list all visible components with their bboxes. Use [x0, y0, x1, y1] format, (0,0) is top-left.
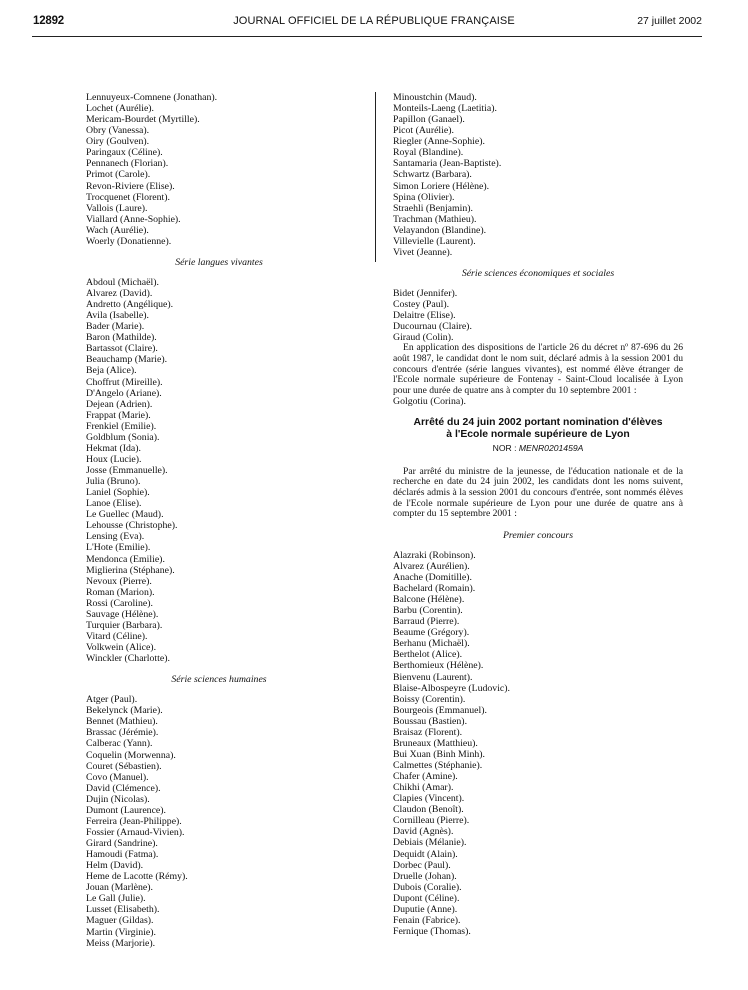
list-item: Roman (Marion).	[86, 586, 155, 598]
list-item: Andretto (Angélique).	[86, 299, 174, 311]
list-item: Bennet (Mathieu).	[86, 716, 158, 728]
list-item: Turquier (Barbara).	[86, 619, 163, 631]
list-item: Bader (Marie).	[86, 321, 145, 333]
list-item: Le Guellec (Maud).	[86, 509, 164, 521]
list-item: Bidet (Jennifer).	[393, 288, 458, 299]
list-item: Hamoudi (Fatma).	[86, 849, 159, 861]
decree-paragraph: En application des dispositions de l'article 26 du décret nº 87-696 du 26 août 1987, le candidat dont le nom suit, déclaré admis à la session 2001 du concours d'entrée (série langues vivantes), est nommé élève étranger de l'Ecole normale supérieure de Fontenay - Saint-Cloud localisée à Lyon pour une durée de quatre ans à compter du 10 septembre 2001 :	[393, 342, 683, 396]
foreign-student-name: Golgotiu (Corina).	[393, 396, 466, 408]
list-item: Chikhi (Amar).	[393, 782, 454, 794]
list-item: Fenain (Fabrice).	[393, 914, 461, 926]
header-date: 27 juillet 2002	[637, 15, 702, 27]
list-item: Maguer (Gildas).	[86, 915, 154, 927]
section-heading-sciences-humaines: Série sciences humaines	[171, 674, 267, 686]
list-item: Goldblum (Sonia).	[86, 431, 160, 443]
list-item: Dujin (Nicolas).	[86, 793, 150, 805]
list-item: Dejean (Adrien).	[86, 398, 153, 410]
journal-title: JOURNAL OFFICIEL DE LA RÉPUBLIQUE FRANÇAISE	[233, 15, 515, 27]
list-item: Lensing (Eva).	[86, 531, 145, 543]
list-item: Josse (Emmanuelle).	[86, 465, 168, 476]
list-item: D'Angelo (Ariane).	[86, 387, 162, 399]
list-item: Bekelynck (Marie).	[86, 705, 163, 717]
list-item: Anache (Domitille).	[393, 571, 472, 583]
name-list-top-right	[393, 92, 683, 258]
list-item: Heme de Lacotte (Rémy).	[86, 871, 188, 883]
list-item: Girard (Sandrine).	[86, 838, 158, 849]
list-item: Covo (Manuel).	[86, 771, 149, 783]
name-list-premier-concours	[393, 550, 683, 937]
list-item: Riegler (Anne-Sophie).	[393, 136, 485, 148]
column-divider	[375, 92, 376, 262]
list-item: Abdoul (Michaël).	[86, 276, 159, 288]
list-item: Royal (Blandine).	[393, 147, 464, 159]
list-item: Straehli (Benjamin).	[393, 202, 473, 214]
list-item: Obry (Vanessa).	[86, 125, 150, 137]
list-item: Berthomieux (Hélène).	[393, 660, 484, 672]
list-item: Villevielle (Laurent).	[393, 235, 476, 247]
list-item: Balcone (Hélène).	[393, 594, 465, 606]
list-item: Velayandon (Blandine).	[393, 224, 487, 236]
list-item: Boissy (Corentin).	[393, 693, 466, 705]
nor-code: MENR0201459A	[518, 442, 584, 453]
list-item: Paringaux (Céline).	[86, 147, 163, 159]
list-item: Lanoe (Elise).	[86, 498, 142, 510]
list-item: Beauchamp (Marie).	[86, 354, 168, 366]
list-item: Houx (Lucie).	[86, 453, 142, 465]
arrete-title-line-1: Arrêté du 24 juin 2002 portant nomination d'élèves	[413, 417, 663, 429]
list-item: Revon-Riviere (Elise).	[86, 180, 175, 192]
list-item: Chafer (Amine).	[393, 771, 458, 783]
list-item: Simon Loriere (Hélène).	[393, 180, 490, 192]
list-item: Berhanu (Michaël).	[393, 638, 470, 650]
list-item: Avila (Isabelle).	[86, 310, 149, 322]
list-item: Minoustchin (Maud).	[393, 92, 477, 103]
list-item: Giraud (Colin).	[393, 332, 454, 344]
list-item: Barbu (Corentin).	[393, 605, 463, 617]
list-item: Bienvenu (Laurent).	[393, 671, 473, 683]
list-item: Calmettes (Stéphanie).	[393, 760, 483, 772]
list-item: Dubois (Coralie).	[393, 881, 462, 893]
list-item: Bui Xuan (Binh Minh).	[393, 748, 485, 760]
page-number: 12892	[33, 15, 64, 27]
list-item: Alvarez (Aurélien).	[393, 560, 470, 572]
arrete-title-line-2: à l'Ecole normale supérieure de Lyon	[446, 428, 630, 440]
list-item: Volkwein (Alice).	[86, 642, 157, 653]
list-item: Jouan (Marlène).	[86, 882, 153, 894]
list-item: Clapies (Vincent).	[393, 793, 465, 805]
list-item: Brassac (Jérémie).	[86, 727, 159, 739]
list-item: Santamaria (Jean-Baptiste).	[393, 158, 502, 170]
list-item: Hekmat (Ida).	[86, 442, 141, 454]
name-list-sciences-humaines	[86, 694, 366, 948]
list-item: Choffrut (Mireille).	[86, 376, 163, 388]
page-header	[0, 12, 748, 32]
list-item: Mendonca (Emilie).	[86, 553, 165, 565]
list-item: Meiss (Marjorie).	[86, 937, 156, 949]
list-item: Druelle (Johan).	[393, 870, 457, 882]
list-item: Dorbec (Paul).	[393, 859, 451, 871]
nor-reference	[393, 443, 683, 454]
list-item: Beaume (Grégory).	[393, 627, 470, 639]
list-item: Nevoux (Pierre).	[86, 575, 152, 587]
list-item: Le Gall (Julie).	[86, 893, 146, 905]
list-item: Helm (David).	[86, 860, 144, 872]
list-item: Julia (Bruno).	[86, 476, 141, 488]
list-item: Fossier (Arnaud-Vivien).	[86, 826, 185, 838]
list-item: Vallois (Laure).	[86, 202, 148, 214]
list-item: Dequidt (Alain).	[393, 848, 458, 860]
left-column	[86, 92, 366, 949]
list-item: Lusset (Elisabeth).	[86, 904, 160, 916]
list-item: Viallard (Anne-Sophie).	[86, 213, 181, 225]
header-rule	[32, 36, 702, 37]
list-item: Costey (Paul).	[393, 299, 450, 311]
list-item: Alvarez (David).	[86, 288, 153, 299]
list-item: Schwartz (Barbara).	[393, 169, 472, 181]
list-item: Couret (Sébastien).	[86, 760, 162, 772]
name-list-langues-vivantes	[86, 277, 366, 664]
right-column	[393, 92, 683, 937]
list-item: Berthelot (Alice).	[393, 649, 463, 661]
list-item: Frappat (Marie).	[86, 409, 151, 421]
list-item: Miglierina (Stéphane).	[86, 564, 175, 576]
section-heading-premier-concours: Premier concours	[502, 529, 574, 541]
list-item: Trachman (Mathieu).	[393, 213, 477, 225]
list-item: Ferreira (Jean-Philippe).	[86, 815, 182, 827]
list-item: Claudon (Benoît).	[393, 804, 464, 816]
arrete-title	[393, 417, 683, 439]
list-item: Vitard (Céline).	[86, 630, 148, 642]
list-item: Monteils-Laeng (Laetitia).	[393, 103, 497, 115]
list-item: Alazraki (Robinson).	[393, 549, 476, 561]
list-item: Lehousse (Christophe).	[86, 520, 178, 532]
list-item: Bruneaux (Matthieu).	[393, 737, 478, 749]
list-item: Woerly (Donatienne).	[86, 235, 172, 247]
list-item: Fernique (Thomas).	[393, 925, 471, 937]
list-item: Barraud (Pierre).	[393, 616, 460, 628]
list-item: David (Agnès).	[393, 826, 454, 838]
list-item: Baron (Mathilde).	[86, 332, 157, 344]
list-item: Winckler (Charlotte).	[86, 653, 170, 665]
list-item: Picot (Aurélie).	[393, 125, 454, 137]
list-item: Martin (Virginie).	[86, 926, 156, 938]
list-item: Lennuyeux-Comnene (Jonathan).	[86, 92, 218, 103]
list-item: Sauvage (Hélène).	[86, 608, 159, 620]
list-item: Spina (Olivier).	[393, 191, 455, 203]
name-list-sciences-economiques	[393, 288, 683, 343]
list-item: Dupont (Céline).	[393, 892, 460, 904]
list-item: Delaitre (Elise).	[393, 310, 456, 322]
list-item: Oiry (Goulven).	[86, 136, 150, 148]
list-item: Rossi (Caroline).	[86, 597, 153, 609]
section-heading-langues-vivantes: Série langues vivantes	[175, 256, 263, 268]
list-item: Ducournau (Claire).	[393, 321, 472, 333]
list-item: Mericam-Bourdet (Myrtille).	[86, 114, 200, 126]
list-item: Duputie (Anne).	[393, 903, 458, 915]
list-item: Beja (Alice).	[86, 365, 137, 377]
list-item: Trocquenet (Florent).	[86, 191, 170, 203]
list-item: Cornilleau (Pierre).	[393, 815, 470, 827]
list-item: Pennanech (Florian).	[86, 158, 169, 170]
arrete-paragraph: Par arrêté du ministre de la jeunesse, de l'éducation nationale et de la recherche en date du 24 juin 2002, les candidats dont les noms suivent, déclarés admis à la session 2001 du concours d'entrée, sont nommés élèves de l'Ecole normale supérieure de Lyon pour une durée de quatre ans à compter du 15 septembre 2001 :	[393, 465, 683, 520]
name-list-top-left	[86, 92, 366, 247]
list-item: Braisaz (Florent).	[393, 726, 463, 738]
list-item: Lochet (Aurélie).	[86, 103, 154, 115]
list-item: Wach (Aurélie).	[86, 224, 149, 236]
list-item: Bourgeois (Emmanuel).	[393, 704, 487, 716]
list-item: Boussau (Bastien).	[393, 715, 468, 727]
list-item: Primot (Carole).	[86, 169, 151, 181]
list-item: Laniel (Sophie).	[86, 487, 150, 499]
list-item: Papillon (Ganael).	[393, 114, 465, 126]
list-item: Bartassot (Claire).	[86, 343, 158, 355]
list-item: Calberac (Yann).	[86, 738, 153, 750]
list-item: Dumont (Laurence).	[86, 804, 166, 816]
nor-label: NOR :	[492, 442, 517, 453]
list-item: Blaise-Albospeyre (Ludovic).	[393, 682, 510, 694]
list-item: David (Clémence).	[86, 782, 161, 794]
list-item: Debiais (Mélanie).	[393, 837, 467, 849]
list-item: Atger (Paul).	[86, 694, 138, 706]
list-item: Vivet (Jeanne).	[393, 246, 453, 258]
section-heading-sciences-economiques: Série sciences économiques et sociales	[461, 267, 615, 279]
list-item: Coquelin (Morwenna).	[86, 749, 176, 761]
list-item: Frenkiel (Emilie).	[86, 420, 157, 432]
list-item: L'Hote (Emilie).	[86, 542, 151, 554]
list-item: Bachelard (Romain).	[393, 583, 476, 595]
